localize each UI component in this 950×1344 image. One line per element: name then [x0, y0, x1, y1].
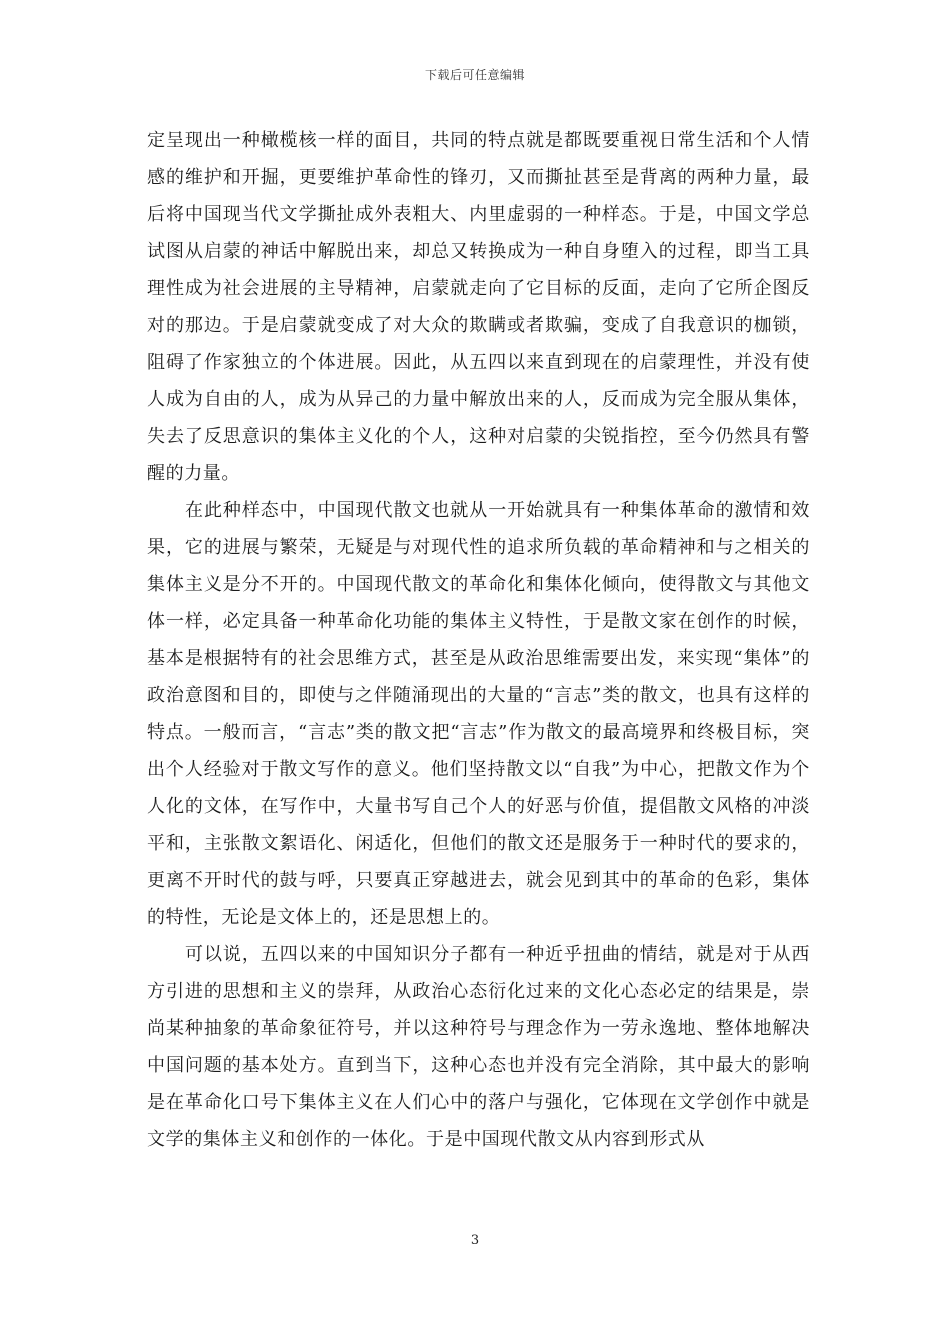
page-header: 下载后可任意编辑	[424, 68, 525, 82]
paragraph-3: 可以说，五四以来的中国知识分子都有一种近乎扭曲的情结，就是对于从西方引进的思想和主义的崇拜，从政治心态衍化过来的文化心态必定的结果是，崇尚某种抽象的革命象征符号，并以这种符号与理念作为一劳永逸地、整体地解决中国问题的基本处方。直到当下，这种心态也并没有完全消除，其中最大的影响是在革命化口号下集体主义在人们心中的落户与强化，它体现在文学创作中就是文学的集体主义和创作的一体化。于是中国现代散文从内容到形式从	[147, 944, 810, 1150]
paragraph-2: 在此种样态中，中国现代散文也就从一开始就具有一种集体革命的激情和效果，它的进展与繁荣，无疑是与对现代性的追求所负载的革命精神和与之相关的集体主义是分不开的。中国现代散文的革命化和集体化倾向，使得散文与其他文体一样，必定具备一种革命化功能的集体主义特性，于是散文家在创作的时候，基本是根据特有的社会思维方式，甚至是从政治思维需要出发，来实现“集体”的政治意图和目的，即使与之伴随涌现出的大量的“言志”类的散文，也具有这样的特点。一般而言，“言志”类的散文把“言志”作为散文的最高境界和终极目标，突出个人经验对于散文写作的意义。他们坚持散文以“自我”为中心，把散文作为个人化的文体，在写作中，大量书写自己个人的好恶与价值，提倡散文风格的冲淡平和，主张散文絮语化、闲适化，但他们的散文还是服务于一种时代的要求的，更离不开时代的鼓与呼，只要真正穿越进去，就会见到其中的革命的色彩，集体的特性，无论是文体上的，还是思想上的。	[147, 500, 810, 928]
paragraph-1: 定呈现出一种橄榄核一样的面目，共同的特点就是都既要重视日常生活和个人情感的维护和开掘，更要维护革命性的锋刃，又而撕扯甚至是背离的两种力量，最后将中国现当代文学撕扯成外表粗大、内里虚弱的一种样态。于是，中国文学总试图从启蒙的神话中解脱出来，却总又转换成为一种自身堕入的过程，即当工具理性成为社会进展的主导精神，启蒙就走向了它目标的反面，走向了它所企图反对的那边。于是启蒙就变成了对大众的欺瞒或者欺骗，变成了自我意识的枷锁，阻碍了作家独立的个体进展。因此，从五四以来直到现在的启蒙理性，并没有使人成为自由的人，成为从异己的力量中解放出来的人，反而成为完全服从集体，失去了反思意识的集体主义化的个人，这种对启蒙的尖锐指控，至今仍然具有警醒的力量。	[147, 130, 810, 484]
body-text	[147, 122, 810, 1158]
page-number: 3	[470, 1233, 480, 1248]
